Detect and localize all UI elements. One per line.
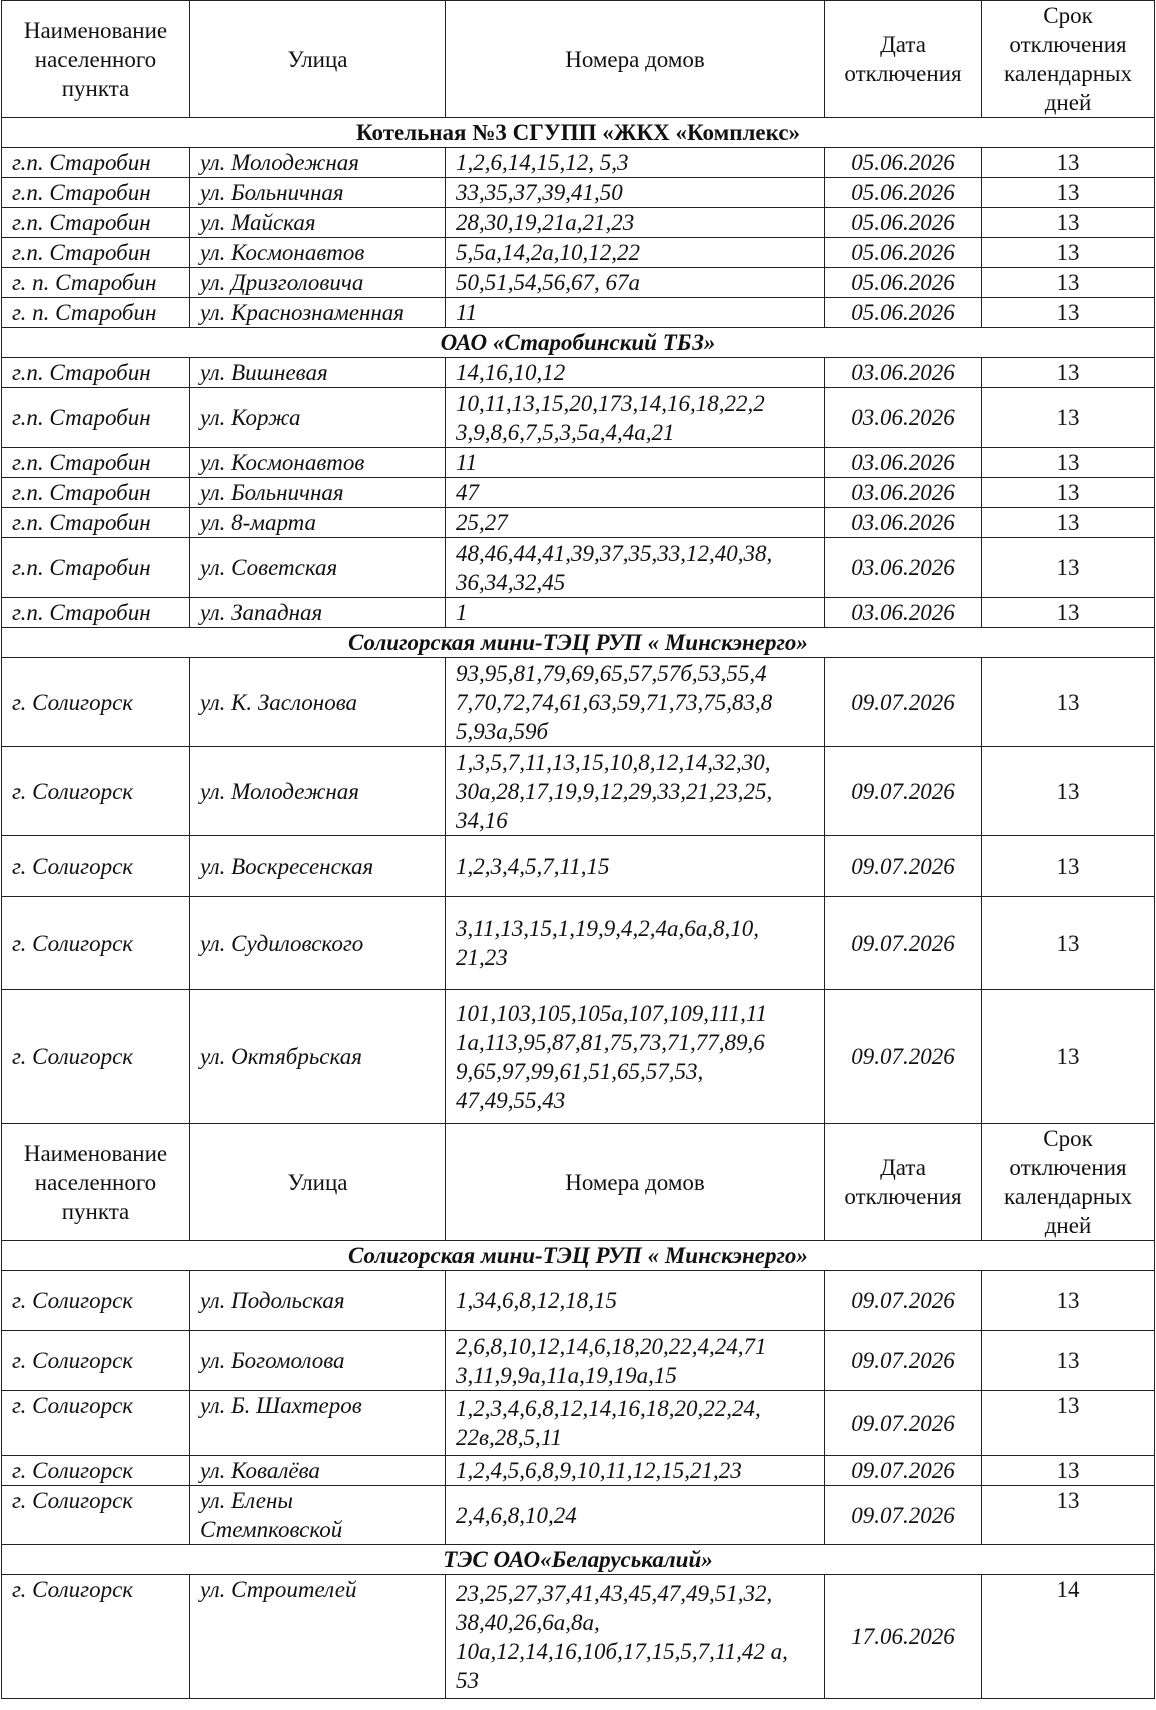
houses-cell: 33,35,37,39,41,50 (446, 178, 825, 208)
settlement-cell: г. п. Старобин (2, 298, 190, 328)
section-title: ТЭС ОАО«Беларуськалий» (2, 1545, 1155, 1575)
date-cell: 09.07.2026 (825, 836, 982, 897)
header-date: Дата отключения (825, 1, 982, 118)
settlement-cell: г.п. Старобин (2, 148, 190, 178)
settlement-cell: г.п. Старобин (2, 208, 190, 238)
table-row (2, 990, 1155, 1124)
settlement-cell: г.п. Старобин (2, 598, 190, 628)
date-cell: 09.07.2026 (825, 747, 982, 836)
settlement-cell: г.п. Старобин (2, 358, 190, 388)
houses-cell: 23,25,27,37,41,43,45,47,49,51,32, 38,40,26,6а,8а, 10а,12,14,16,10б,17,15,5,7,11,42 а, 53 (446, 1575, 825, 1699)
houses-cell: 93,95,81,79,69,65,57,57б,53,55,4 7,70,72,74,61,63,59,71,73,75,83,8 5,93а,59б (446, 658, 825, 747)
date-cell: 17.06.2026 (825, 1575, 982, 1699)
street-cell: ул. Воскресенская (190, 836, 446, 897)
section-row (2, 628, 1155, 658)
settlement-cell: г.п. Старобин (2, 538, 190, 598)
date-cell: 09.07.2026 (825, 1456, 982, 1486)
section-title: ОАО «Старобинский ТБЗ» (2, 328, 1155, 358)
street-cell: ул. К. Заслонова (190, 658, 446, 747)
days-cell: 13 (982, 1271, 1155, 1331)
houses-cell: 5,5а,14,2а,10,12,22 (446, 238, 825, 268)
days-cell: 13 (982, 658, 1155, 747)
table-row (2, 478, 1155, 508)
date-cell: 03.06.2026 (825, 538, 982, 598)
days-cell: 13 (982, 298, 1155, 328)
days-cell: 13 (982, 747, 1155, 836)
settlement-cell: г.п. Старобин (2, 178, 190, 208)
street-cell: ул. 8-марта (190, 508, 446, 538)
date-cell: 09.07.2026 (825, 1271, 982, 1331)
header-settlement: Наименование населенного пункта (2, 1, 190, 118)
section-title: Солигорская мини-ТЭЦ РУП « Минскэнерго» (2, 628, 1155, 658)
section-row (2, 1545, 1155, 1575)
date-cell: 09.07.2026 (825, 897, 982, 990)
header-street: Улица (190, 1, 446, 118)
settlement-cell: г. Солигорск (2, 747, 190, 836)
houses-cell: 1,2,3,4,5,7,11,15 (446, 836, 825, 897)
houses-cell: 2,4,6,8,10,24 (446, 1486, 825, 1545)
section-row (2, 328, 1155, 358)
section-row (2, 118, 1155, 148)
days-cell: 13 (982, 148, 1155, 178)
date-cell: 05.06.2026 (825, 298, 982, 328)
street-cell: ул. Больничная (190, 478, 446, 508)
street-cell: ул. Молодежная (190, 148, 446, 178)
table-row (2, 208, 1155, 238)
days-cell: 13 (982, 358, 1155, 388)
date-cell: 03.06.2026 (825, 388, 982, 448)
settlement-cell: г. Солигорск (2, 1486, 190, 1545)
table-row (2, 148, 1155, 178)
houses-cell: 10,11,13,15,20,173,14,16,18,22,2 3,9,8,6,7,5,3,5а,4,4а,21 (446, 388, 825, 448)
date-cell: 05.06.2026 (825, 268, 982, 298)
header-settlement: Наименование населенного пункта (2, 1124, 190, 1241)
table-row (2, 836, 1155, 897)
settlement-cell: г. Солигорск (2, 990, 190, 1124)
table-row (2, 1331, 1155, 1391)
street-cell: ул. Больничная (190, 178, 446, 208)
settlement-cell: г. Солигорск (2, 1575, 190, 1699)
street-cell: ул. Майская (190, 208, 446, 238)
days-cell: 13 (982, 238, 1155, 268)
outage-table-body (2, 118, 1155, 1699)
date-cell: 05.06.2026 (825, 178, 982, 208)
houses-cell: 1,34,6,8,12,18,15 (446, 1271, 825, 1331)
houses-cell: 28,30,19,21а,21,23 (446, 208, 825, 238)
date-cell: 03.06.2026 (825, 358, 982, 388)
street-cell: ул. Октябрьская (190, 990, 446, 1124)
days-cell: 13 (982, 897, 1155, 990)
table-row (2, 358, 1155, 388)
street-cell: ул. Судиловского (190, 897, 446, 990)
houses-cell: 25,27 (446, 508, 825, 538)
street-cell: ул. Космонавтов (190, 238, 446, 268)
houses-cell: 11 (446, 298, 825, 328)
settlement-cell: г. п. Старобин (2, 268, 190, 298)
settlement-cell: г.п. Старобин (2, 238, 190, 268)
settlement-cell: г. Солигорск (2, 836, 190, 897)
table-row (2, 268, 1155, 298)
settlement-cell: г.п. Старобин (2, 448, 190, 478)
settlement-cell: г.п. Старобин (2, 478, 190, 508)
date-cell: 09.07.2026 (825, 1391, 982, 1456)
section-row (2, 1241, 1155, 1271)
street-cell: ул. Краснознаменная (190, 298, 446, 328)
header-street: Улица (190, 1124, 446, 1241)
table-row (2, 1486, 1155, 1545)
settlement-cell: г. Солигорск (2, 1271, 190, 1331)
settlement-cell: г.п. Старобин (2, 388, 190, 448)
date-cell: 09.07.2026 (825, 990, 982, 1124)
days-cell: 13 (982, 478, 1155, 508)
date-cell: 09.07.2026 (825, 1486, 982, 1545)
street-cell: ул. Дризголовича (190, 268, 446, 298)
street-cell: ул. Западная (190, 598, 446, 628)
settlement-cell: г. Солигорск (2, 897, 190, 990)
table-row (2, 448, 1155, 478)
table-row (2, 1271, 1155, 1331)
header-date: Дата отключения (825, 1124, 982, 1241)
table-row (2, 508, 1155, 538)
days-cell: 13 (982, 388, 1155, 448)
days-cell: 13 (982, 448, 1155, 478)
settlement-cell: г. Солигорск (2, 1456, 190, 1486)
outage-table (1, 0, 1155, 1699)
date-cell: 09.07.2026 (825, 658, 982, 747)
header-days: Срок отключения календарных дней (982, 1, 1155, 118)
table-row (2, 178, 1155, 208)
houses-cell: 47 (446, 478, 825, 508)
days-cell: 13 (982, 836, 1155, 897)
houses-cell: 2,6,8,10,12,14,6,18,20,22,4,24,71 3,11,9,9а,11а,19,19а,15 (446, 1331, 825, 1391)
section-title: Котельная №3 СГУПП «ЖКХ «Комплекс» (2, 118, 1155, 148)
table-row (2, 1575, 1155, 1699)
days-cell: 13 (982, 598, 1155, 628)
section-title: Солигорская мини-ТЭЦ РУП « Минскэнерго» (2, 1241, 1155, 1271)
settlement-cell: г. Солигорск (2, 1391, 190, 1456)
street-cell: ул. Строителей (190, 1575, 446, 1699)
date-cell: 03.06.2026 (825, 478, 982, 508)
date-cell: 03.06.2026 (825, 508, 982, 538)
houses-cell: 101,103,105,105а,107,109,111,11 1а,113,95,87,81,75,73,71,77,89,6 9,65,97,99,61,51,65,57,53, 47,49,55,43 (446, 990, 825, 1124)
houses-cell: 48,46,44,41,39,37,35,33,12,40,38, 36,34,32,45 (446, 538, 825, 598)
date-cell: 03.06.2026 (825, 598, 982, 628)
table-row (2, 538, 1155, 598)
header-houses: Номера домов (446, 1124, 825, 1241)
settlement-cell: г.п. Старобин (2, 508, 190, 538)
days-cell: 13 (982, 208, 1155, 238)
street-cell: ул. Подольская (190, 1271, 446, 1331)
table-row (2, 1456, 1155, 1486)
days-cell: 13 (982, 1331, 1155, 1391)
date-cell: 03.06.2026 (825, 448, 982, 478)
days-cell: 13 (982, 178, 1155, 208)
street-cell: ул. Б. Шахтеров (190, 1391, 446, 1456)
houses-cell: 1,2,6,14,15,12, 5,3 (446, 148, 825, 178)
days-cell: 13 (982, 1486, 1155, 1545)
houses-cell: 3,11,13,15,1,19,9,4,2,4а,6а,8,10, 21,23 (446, 897, 825, 990)
street-cell: ул. Молодежная (190, 747, 446, 836)
days-cell: 14 (982, 1575, 1155, 1699)
days-cell: 13 (982, 1391, 1155, 1456)
days-cell: 13 (982, 1456, 1155, 1486)
table-row (2, 598, 1155, 628)
days-cell: 13 (982, 508, 1155, 538)
date-cell: 05.06.2026 (825, 208, 982, 238)
date-cell: 09.07.2026 (825, 1331, 982, 1391)
date-cell: 05.06.2026 (825, 238, 982, 268)
street-cell: ул. Коржа (190, 388, 446, 448)
table-row (2, 897, 1155, 990)
header-row (2, 1, 1155, 118)
table-row (2, 747, 1155, 836)
houses-cell: 1,2,4,5,6,8,9,10,11,12,15,21,23 (446, 1456, 825, 1486)
header-days: Срок отключения календарных дней (982, 1124, 1155, 1241)
date-cell: 05.06.2026 (825, 148, 982, 178)
houses-cell: 1 (446, 598, 825, 628)
street-cell: ул. Богомолова (190, 1331, 446, 1391)
table-row (2, 658, 1155, 747)
days-cell: 13 (982, 538, 1155, 598)
street-cell: ул. Космонавтов (190, 448, 446, 478)
header-houses: Номера домов (446, 1, 825, 118)
table-row (2, 1391, 1155, 1456)
street-cell: ул. Ковалёва (190, 1456, 446, 1486)
days-cell: 13 (982, 990, 1155, 1124)
houses-cell: 11 (446, 448, 825, 478)
settlement-cell: г. Солигорск (2, 1331, 190, 1391)
table-row (2, 388, 1155, 448)
table-row (2, 238, 1155, 268)
street-cell: ул. Елены Стемпковской (190, 1486, 446, 1545)
houses-cell: 1,2,3,4,6,8,12,14,16,18,20,22,24, 22в,28,5,11 (446, 1391, 825, 1456)
settlement-cell: г. Солигорск (2, 658, 190, 747)
street-cell: ул. Вишневая (190, 358, 446, 388)
houses-cell: 14,16,10,12 (446, 358, 825, 388)
repeated-header-row (2, 1124, 1155, 1241)
days-cell: 13 (982, 268, 1155, 298)
houses-cell: 50,51,54,56,67, 67а (446, 268, 825, 298)
street-cell: ул. Советская (190, 538, 446, 598)
houses-cell: 1,3,5,7,11,13,15,10,8,12,14,32,30, 30а,28,17,19,9,12,29,33,21,23,25, 34,16 (446, 747, 825, 836)
table-row (2, 298, 1155, 328)
